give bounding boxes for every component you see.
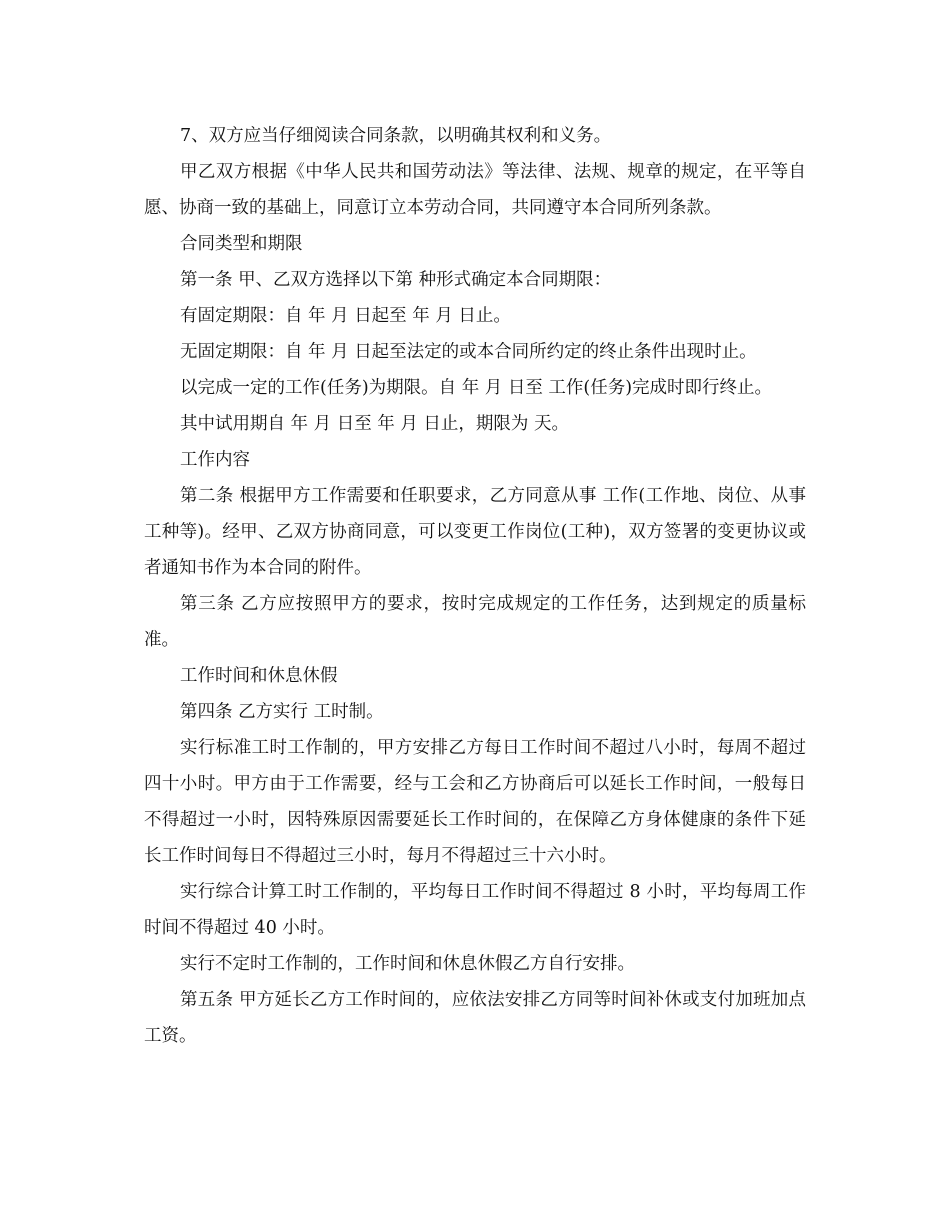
section-heading-working-hours: 工作时间和休息休假 — [180, 666, 338, 686]
article-3: 第三条 乙方应按照甲方的要求，按时完成规定的工作任务，达到规定的质量标准。 — [144, 594, 806, 650]
open-term-line: 无固定期限：自 年 月 日起至法定的或本合同所约定的终止条件出现时止。 — [180, 342, 757, 362]
comprehensive-hours-paragraph: 实行综合计算工时工作制的，平均每日工作时间不得超过 8 小时，平均每周工作时间不得超过 40 小时。 — [144, 882, 806, 938]
section-heading-contract-type: 合同类型和期限 — [180, 234, 303, 254]
flexible-hours-paragraph: 实行不定时工作制的，工作时间和休息休假乙方自行安排。 — [180, 954, 635, 974]
probation-line: 其中试用期自 年 月 日至 年 月 日止，期限为 天。 — [180, 414, 569, 434]
article-2: 第二条 根据甲方工作需要和任职要求，乙方同意从事 工作(工作地、岗位、从事工种等)。经甲、乙双方协商同意，可以变更工作岗位(工种)，双方签署的变更协议或者通知书作为本合同的附件。 — [144, 486, 806, 578]
task-term-line: 以完成一定的工作(任务)为期限。自 年 月 日至 工作(任务)完成时即行终止。 — [180, 378, 773, 398]
article-5: 第五条 甲方延长乙方工作时间的，应依法安排乙方同等时间补休或支付加班加点工资。 — [144, 990, 806, 1046]
standard-hours-paragraph: 实行标准工时工作制的，甲方安排乙方每日工作时间不超过八小时，每周不超过四十小时。甲方由于工作需要，经与工会和乙方协商后可以延长工作时间，一般每日不得超过一小时，因特殊原因需要延长工作时间的，在保障乙方身体健康的条件下延长工作时间每日不得超过三小时，每月不得超过三十六小时。 — [144, 738, 806, 866]
article-4: 第四条 乙方实行 工时制。 — [180, 702, 384, 722]
fixed-term-line: 有固定期限：自 年 月 日起至 年 月 日止。 — [180, 306, 511, 326]
article-1: 第一条 甲、乙双方选择以下第 种形式确定本合同期限： — [180, 270, 612, 290]
clause-7-reading: 7、双方应当仔细阅读合同条款，以明确其权利和义务。 — [180, 126, 612, 146]
document-body — [144, 118, 806, 1054]
preamble-paragraph: 甲乙双方根据《中华人民共和国劳动法》等法律、法规、规章的规定，在平等自愿、协商一致的基础上，同意订立本劳动合同，共同遵守本合同所列条款。 — [144, 162, 806, 218]
section-heading-work-content: 工作内容 — [180, 450, 250, 470]
